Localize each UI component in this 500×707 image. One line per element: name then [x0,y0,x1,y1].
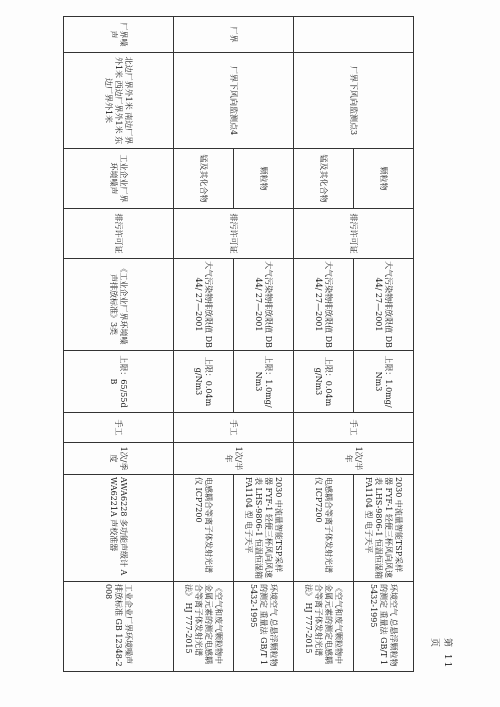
cell-point: 厂界下风向监测点3 [294,53,414,149]
cell-limit: 上限：0.04mg/Nm3 [294,351,354,413]
cell-method: 工业企业厂界环境噪声排放标准 GB 12348-2008 [64,582,174,672]
cell-method: 环境空气 总悬浮颗粒物的测定 重量法 GB/T 15432-1995 [234,582,294,672]
cell-instrument: 电感耦合等离子体发射光谱仪 ICP7200 [294,475,354,582]
monitoring-table [63,16,414,672]
cell-mode: 手工 [64,413,174,443]
page-number: 第 11 页 [429,638,452,670]
cell-permit: 排污许可证 [294,209,414,259]
cell-area [294,17,414,53]
cell-item: 颗粒物 [234,149,294,209]
monitoring-table-rotated [64,16,414,671]
cell-area: 厂界噪声 [64,17,174,53]
cell-instrument: AWA6228 多功能声级计 AWA6221A 声校准器 [64,475,174,582]
cell-instrument: 电感耦合等离子体发射光谱仪 ICP7200 [174,475,234,582]
table-row [354,17,414,672]
cell-standard: 《工业企业厂界环境噪声排放标准》3类 [64,259,174,351]
cell-limit: 上限：1.0mg/Nm3 [234,351,294,413]
cell-limit: 上限：65/55dB [64,351,174,413]
cell-frequency: 1次/季度 [64,443,174,475]
table-row [234,17,294,672]
cell-instrument: 2030 中流量智能TSP采样器 FYF-1 轻便三杯风向风速表 LHS-9806-1 恒温恒湿箱 FA1104 型 电子天平 [234,475,294,582]
cell-point: 北边厂界外1米 南边厂界外1米 西边厂界外1米 东边厂界外1米 [64,53,174,149]
cell-permit: 排污许可证 [64,209,174,259]
cell-method: 《空气和废气颗粒物中金属元素的测定电感耦合等离子体发射光谱法》 HJ 777-2015 [294,582,354,672]
cell-mode: 手工 [294,413,414,443]
cell-method: 环境空气 总悬浮颗粒物的测定 重量法 GB/T 15432-1995 [354,582,414,672]
cell-limit: 上限：0.04mg/Nm3 [174,351,234,413]
cell-item: 工业企业厂界环境噪声 [64,149,174,209]
cell-frequency: 1次/半年 [174,443,294,475]
cell-permit: 排污许可证 [174,209,294,259]
cell-limit: 上限：1.0mg/Nm3 [354,351,414,413]
cell-standard: 大气污染物排放限值 DB44/ 27—2001 [354,259,414,351]
cell-item: 锰及其化合物 [294,149,354,209]
table-row [64,17,174,672]
cell-area: 厂界 [174,17,294,53]
cell-standard: 大气污染物排放限值 DB44/ 27—2001 [234,259,294,351]
cell-point: 厂界下风向监测点4 [174,53,294,149]
cell-frequency: 1次/半年 [294,443,414,475]
cell-method: 《空气和废气颗粒物中金属元素的测定电感耦合等离子体发射光谱法》 HJ 777-2015 [174,582,234,672]
cell-standard: 大气污染物排放限值 DB44/ 27—2001 [294,259,354,351]
cell-standard: 大气污染物排放限值 DB44/ 27—2001 [174,259,234,351]
cell-instrument: 2030 中流量智能TSP采样器 FYF-1 轻便三杯风向风速表 LHS-9806-1 恒温恒湿箱 FA1104 型 电子天平 [354,475,414,582]
cell-mode: 手工 [174,413,294,443]
cell-item: 颗粒物 [354,149,414,209]
cell-item: 锰及其化合物 [174,149,234,209]
